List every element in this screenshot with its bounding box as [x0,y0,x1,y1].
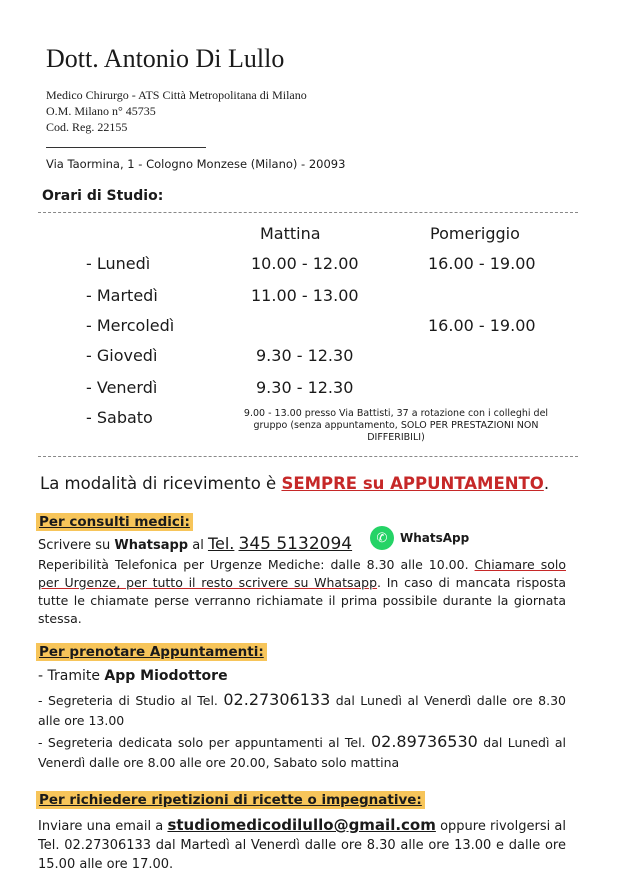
l2-b: dal Lunedì al Venerdì dalle ore 8.00 alle ore 20.00, Sabato solo mattina [38,735,567,770]
morning-hours: 11.00 - 13.00 [251,286,359,305]
header-divider [46,147,206,148]
address: Via Taormina, 1 - Cologno Monzese (Milano) - 20093 [46,157,346,171]
morning-hours: 10.00 - 12.00 [251,254,359,273]
column-afternoon: Pomeriggio [430,224,520,243]
whatsapp-label: WhatsApp [400,531,470,545]
app-name: App Miodottore [104,668,228,684]
ricette-b: oppure rivolgersi al Tel. 02.27306133 dal Martedì al Venerdì dalle ore 8.30 alle ore 13.00 e dalle ore 15.00 alle ore 17.00. [38,819,566,872]
day-label: - Martedì [86,286,158,305]
afternoon-hours: 16.00 - 19.00 [428,316,536,335]
afternoon-hours: 16.00 - 19.00 [428,254,536,273]
ricette-a: Inviare una email a [38,819,168,834]
reception-prefix: La modalità di ricevimento è [40,474,282,493]
ricette-paragraph [38,816,566,874]
column-morning: Mattina [260,224,321,243]
write-prefix: Scrivere su [38,538,115,553]
whatsapp-badge[interactable] [370,526,469,550]
day-label: - Venerdì [86,378,158,397]
l1-a: - Segreteria di Studio al Tel. [38,693,224,708]
para-b: Chiamare solo per Urgenze, per tutto il resto scrivere su Whatsapp [38,557,566,590]
l2-a: - Segreteria dedicata solo per appuntamenti al Tel. [38,735,371,750]
consulti-paragraph [38,556,566,628]
reception-notice [40,474,549,493]
para-a: Reperibilità Telefonica per Urgenze Mediche: dalle 8.30 alle 10.00. [38,557,475,572]
para-c: . In caso di mancata risposta tutte le chiamate perse verranno richiamate il prima possibile durante la giornata stessa. [38,575,567,626]
credential-line-2: O.M. Milano n° 45735 [46,104,156,118]
segreteria-studio [38,690,566,731]
day-label: - Giovedì [86,346,158,365]
hours-title: Orari di Studio: [42,188,164,204]
credential-line-1: Medico Chirurgo - ATS Città Metropolitana di Milano [46,88,307,102]
dashed-divider-bottom [38,456,578,457]
reception-highlight: SEMPRE su APPUNTAMENTO [281,474,544,493]
day-label: - Sabato [86,408,153,427]
email-link[interactable]: studiomedicodilullo@gmail.com [167,816,436,834]
reception-suffix: . [543,474,550,493]
write-bold: Whatsapp [114,538,189,553]
section-title-appuntamenti: Per prenotare Appuntamenti: [36,643,267,661]
phone-segreteria-appuntamenti[interactable]: 02.89736530 [370,732,478,751]
doctor-name: Dott. Antonio Di Lullo [46,44,285,73]
whatsapp-phone-link[interactable]: 345 5132094 [238,534,353,554]
tel-label: Tel. [207,534,235,553]
day-label: - Lunedì [86,254,151,273]
morning-hours: 9.30 - 12.30 [256,378,354,397]
morning-hours: 9.30 - 12.30 [256,346,354,365]
credential-line-3: Cod. Reg. 22155 [46,120,128,134]
app-prefix: - Tramite [38,668,105,684]
day-label: - Mercoledì [86,316,175,335]
whatsapp-icon: ✆ [370,526,394,550]
app-line [38,668,228,684]
whatsapp-line [38,534,352,554]
write-mid: al [188,538,208,553]
saturday-note: 9.00 - 13.00 presso Via Battisti, 37 a rotazione con i colleghi del gruppo (senza appuntamento, SOLO PER PRESTAZIONI NON DIFFERIBILI) [243,408,549,443]
segreteria-appuntamenti [38,732,566,773]
dashed-divider-top [38,212,578,213]
section-title-ricette: Per richiedere ripetizioni di ricette o impegnative: [36,791,425,809]
l1-b: dal Lunedì al Venerdì dalle ore 8.30 alle ore 13.00 [38,693,566,728]
section-title-consulti: Per consulti medici: [36,513,193,531]
phone-segreteria-studio[interactable]: 02.27306133 [223,690,331,709]
